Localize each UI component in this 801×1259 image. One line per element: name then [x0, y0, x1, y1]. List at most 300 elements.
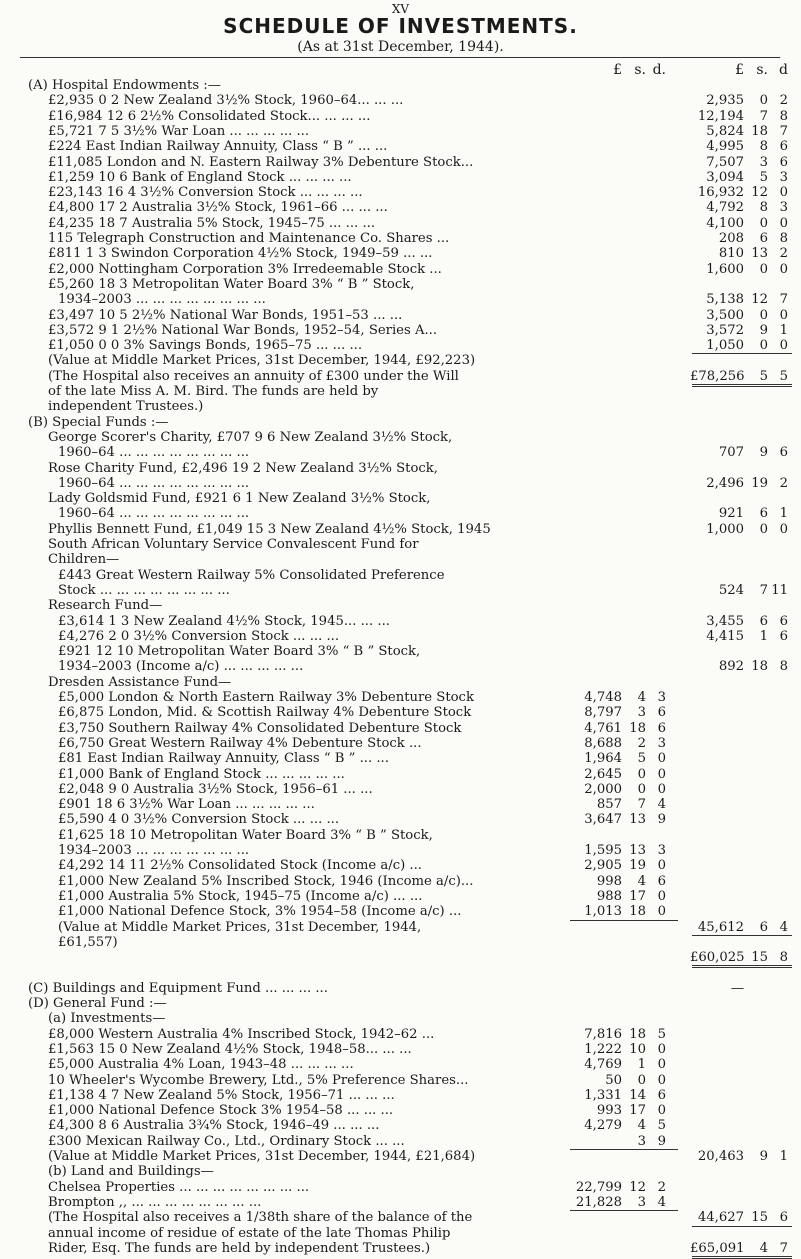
schedule-line — [0, 552, 801, 567]
amount-shillings: 0 — [759, 338, 768, 354]
schedule-line — [0, 476, 801, 491]
amount-inner — [568, 1027, 698, 1042]
schedule-line — [0, 889, 801, 904]
amount-pounds: 988 — [596, 888, 622, 904]
schedule-line — [0, 629, 801, 644]
amount-shillings: 0 — [759, 215, 768, 231]
amount-pounds: — — [730, 980, 744, 996]
amount-pence: 6 — [657, 1087, 666, 1103]
schedule-line — [0, 415, 801, 430]
amount-inner — [568, 690, 698, 705]
amount-outer — [690, 920, 795, 935]
schedule-line — [0, 644, 801, 659]
schedule-line — [0, 965, 801, 980]
amount-shillings: 13 — [629, 843, 646, 858]
col1-head-shillings: s. — [634, 62, 646, 78]
amount-shillings: 15 — [751, 950, 768, 966]
amount-inner — [568, 858, 698, 873]
line-text: £1,000 National Defence Stock, 3% 1954–58 (Income a/c) ... — [58, 904, 462, 920]
amount-pounds: 1,595 — [584, 843, 622, 858]
schedule-line — [0, 506, 801, 521]
amount-pounds: 4,415 — [706, 628, 744, 644]
line-text: £1,563 15 0 New Zealand 4½% Stock, 1948–58... ... ... — [48, 1041, 412, 1057]
amount-pence: 9 — [657, 812, 666, 828]
amount-pounds: £78,256 — [690, 368, 745, 384]
amount-pence: 0 — [657, 751, 666, 767]
amount-pounds: 4,769 — [584, 1057, 622, 1073]
schedule-line — [0, 461, 801, 476]
line-text: £5,000 Australia 4% Loan, 1943–48 ... ... ... ... — [48, 1057, 354, 1073]
schedule-line — [0, 1073, 801, 1088]
amount-pounds: 4,792 — [706, 200, 744, 216]
amount-pence: 0 — [779, 521, 788, 537]
amount-pence: 4 — [657, 1194, 666, 1210]
amount-pounds: 810 — [718, 246, 744, 262]
amount-shillings: 9 — [759, 322, 768, 338]
line-text: (The Hospital also receives a 1/38th share of the balance of the — [48, 1210, 473, 1226]
line-text: £1,259 10 6 Bank of England Stock ... ... ... ... — [48, 169, 352, 185]
line-text: Research Fund— — [48, 598, 163, 614]
amount-inner — [568, 797, 698, 812]
schedule-line — [0, 767, 801, 782]
amount-pounds: 20,463 — [697, 1149, 744, 1164]
page-subtitle: (As at 31st December, 1944). — [297, 39, 504, 55]
line-text: £901 18 6 3½% War Loan ... ... ... ... ... — [58, 797, 315, 813]
amount-outer — [690, 246, 795, 261]
amount-shillings: 6 — [759, 613, 768, 629]
amount-shillings: 1 — [759, 628, 768, 644]
line-text: £11,085 London and N. Eastern Railway 3% Debenture Stock... — [48, 154, 474, 170]
amount-pence: 3 — [779, 200, 788, 216]
amount-pounds: 1,331 — [584, 1087, 622, 1103]
page-title: SCHEDULE OF INVESTMENTS. — [223, 14, 578, 38]
amount-pounds: 2,905 — [584, 858, 622, 874]
amount-pounds: 1,050 — [706, 338, 744, 354]
schedule-line — [0, 920, 801, 935]
amount-pounds: 921 — [718, 506, 744, 522]
line-text: 1934–2003 (Income a/c) ... ... ... ... ... — [58, 659, 304, 675]
amount-pence: 7 — [779, 123, 788, 139]
line-text: 1934–2003 ... ... ... ... ... ... ... ... — [58, 292, 266, 308]
amount-pence: 6 — [779, 445, 788, 461]
schedule-line — [0, 675, 801, 690]
schedule-line — [0, 323, 801, 338]
schedule-line — [0, 155, 801, 170]
line-text: £1,000 Australia 5% Stock, 1945–75 (Income a/c) ... ... — [58, 888, 423, 904]
amount-pence: 0 — [657, 781, 666, 797]
amount-shillings: 3 — [637, 1133, 646, 1149]
amount-inner — [568, 721, 698, 736]
amount-pence: 8 — [779, 108, 788, 124]
amount-pence: 6 — [779, 139, 788, 155]
page-number: XV — [391, 2, 410, 16]
amount-pence: 0 — [779, 338, 788, 354]
amount-shillings: 12 — [751, 185, 768, 201]
amount-pence: 7 — [779, 292, 788, 308]
schedule-line — [0, 797, 801, 812]
schedule-line — [0, 614, 801, 629]
amount-shillings: 17 — [629, 1103, 646, 1119]
schedule-line — [0, 93, 801, 108]
line-text: Rider, Esq. The funds are held by independent Trustees.) — [48, 1240, 431, 1256]
line-text: (Value at Middle Market Prices, 31st December, 1944, — [58, 919, 422, 935]
line-text: £81 East Indian Railway Annuity, Class “ B ” ... ... — [58, 751, 389, 767]
amount-shillings: 0 — [759, 521, 768, 537]
schedule-line — [0, 430, 801, 445]
line-text: Chelsea Properties ... ... ... ... ... ... ... ... — [48, 1179, 310, 1195]
amount-pounds: 7,816 — [584, 1026, 622, 1042]
schedule-line — [0, 736, 801, 751]
line-text: £6,875 London, Mid. & Scottish Railway 4% Debenture Stock — [58, 705, 472, 721]
amount-pounds: 21,828 — [575, 1194, 622, 1210]
schedule-line — [0, 1195, 801, 1210]
amount-inner — [568, 1134, 698, 1149]
amount-pounds: 3,647 — [584, 812, 622, 828]
amount-pounds: 4,995 — [706, 139, 744, 155]
amount-inner — [568, 1073, 698, 1088]
amount-pounds: 8,688 — [584, 735, 622, 751]
amount-pounds: 2,935 — [706, 93, 744, 109]
amount-shillings: 15 — [751, 1210, 768, 1226]
amount-pounds: 22,799 — [575, 1179, 622, 1195]
amount-inner — [568, 812, 698, 827]
amount-outer — [690, 369, 795, 384]
amount-outer — [690, 629, 795, 644]
amount-shillings: 0 — [637, 766, 646, 782]
amount-shillings: 9 — [759, 1149, 768, 1164]
amount-outer — [690, 185, 795, 200]
amount-shillings: 3 — [759, 154, 768, 170]
amount-pence: 8 — [779, 231, 788, 246]
amount-shillings: 19 — [629, 858, 646, 874]
line-text: South African Voluntary Service Convalescent Fund for — [48, 537, 419, 552]
schedule-line — [0, 1118, 801, 1133]
line-text: £5,000 London & North Eastern Railway 3% Debenture Stock — [58, 690, 474, 705]
amount-pounds: 12,194 — [697, 108, 744, 124]
amount-shillings: 18 — [751, 123, 768, 139]
amount-pence: 2 — [657, 1179, 666, 1195]
amount-pounds: 50 — [605, 1072, 622, 1088]
line-text: £5,260 18 3 Metropolitan Water Board 3% “ B ” Stock, — [48, 276, 415, 292]
line-text: £4,300 8 6 Australia 3¾% Stock, 1946–49 ... ... ... — [48, 1118, 380, 1134]
line-text: of the late Miss A. M. Bird. The funds are held by — [48, 384, 379, 399]
schedule-line — [0, 338, 801, 353]
line-text: (C) Buildings and Equipment Fund ... ... ... ... — [28, 980, 328, 996]
col2-head-shillings: s. — [756, 62, 768, 78]
line-text: Stock ... ... ... ... ... ... ... ... — [58, 582, 230, 598]
amount-pence: 0 — [779, 185, 788, 201]
amount-shillings: 18 — [751, 659, 768, 675]
schedule-line — [0, 690, 801, 705]
amount-shillings: 7 — [637, 797, 646, 813]
schedule-line — [0, 1134, 801, 1149]
line-text: £4,800 17 2 Australia 3½% Stock, 1961–66 ... ... ... — [48, 200, 388, 216]
line-text: £5,721 7 5 3½% War Loan ... ... ... ... ... — [48, 123, 310, 139]
line-text: (Value at Middle Market Prices, 31st December, 1944, £92,223) — [48, 353, 476, 369]
amount-outer — [690, 323, 795, 338]
amount-outer — [690, 231, 795, 246]
amount-pence: 7 — [779, 1240, 788, 1256]
amount-pounds: 993 — [596, 1103, 622, 1119]
amount-pence: 0 — [657, 888, 666, 904]
line-text: Rose Charity Fund, £2,496 19 2 New Zealand 3½% Stock, — [48, 460, 438, 476]
amount-outer — [690, 981, 795, 996]
schedule-line — [0, 1226, 801, 1241]
schedule-line — [0, 445, 801, 460]
amount-pence: 0 — [657, 766, 666, 782]
line-text: £1,000 National Defence Stock 3% 1954–58 ... ... ... — [48, 1103, 394, 1119]
amount-outer — [690, 170, 795, 185]
line-text: £16,984 12 6 2½% Consolidated Stock... ... ... ... — [48, 108, 371, 124]
line-text: Children— — [48, 552, 120, 568]
amount-pounds: 892 — [718, 659, 744, 675]
line-text: Dresden Assistance Fund— — [48, 674, 232, 690]
amount-shillings: 18 — [629, 720, 646, 736]
amount-inner — [568, 1042, 698, 1057]
amount-shillings: 5 — [759, 368, 768, 384]
amount-shillings: 13 — [629, 812, 646, 828]
line-text: £8,000 Western Australia 4% Inscribed Stock, 1942–62 ... — [48, 1026, 435, 1042]
schedule-line — [0, 1103, 801, 1118]
line-text: Brompton ,, ... ... ... ... ... ... ... ... — [48, 1194, 262, 1210]
line-text: George Scorer's Charity, £707 9 6 New Zealand 3½% Stock, — [48, 429, 453, 445]
line-text: 1960–64 ... ... ... ... ... ... ... ... — [58, 445, 250, 461]
amount-pounds: £60,025 — [690, 950, 745, 966]
schedule-line — [0, 996, 801, 1011]
line-text: £1,625 18 10 Metropolitan Water Board 3% “ B ” Stock, — [58, 827, 433, 843]
amount-shillings: 0 — [759, 307, 768, 323]
line-text: £6,750 Great Western Railway 4% Debenture Stock ... — [58, 735, 422, 751]
amount-shillings: 6 — [759, 231, 768, 246]
amount-inner — [568, 751, 698, 766]
amount-pounds: 707 — [718, 445, 744, 461]
col1-head-pounds: £ — [613, 62, 622, 78]
schedule-line — [0, 262, 801, 277]
amount-shillings: 12 — [751, 292, 768, 308]
col1-head-pence: d. — [652, 62, 666, 78]
amount-outer — [690, 200, 795, 215]
amount-pounds: 2,645 — [584, 766, 622, 782]
amount-pence: 0 — [657, 1072, 666, 1088]
schedule-line — [0, 659, 801, 674]
amount-pounds: 2,496 — [706, 475, 744, 491]
amount-shillings: 17 — [629, 888, 646, 904]
amount-pence: 3 — [657, 690, 666, 705]
amount-outer — [690, 1241, 795, 1256]
schedule-line — [0, 139, 801, 154]
amount-outer — [690, 950, 795, 965]
amount-inner — [568, 904, 698, 919]
amount-pounds: 7,507 — [706, 154, 744, 170]
line-text: (b) Land and Buildings— — [48, 1164, 214, 1180]
amount-inner — [568, 1195, 698, 1210]
line-text: £1,050 0 0 3% Savings Bonds, 1965–75 ... ... ... — [48, 338, 363, 354]
amount-outer — [690, 338, 795, 353]
line-text: Lady Goldsmid Fund, £921 6 1 New Zealand 3½% Stock, — [48, 491, 431, 507]
amount-pence: 6 — [657, 705, 666, 721]
schedule-line — [0, 200, 801, 215]
amount-pence: 1 — [779, 506, 788, 522]
col2-header — [690, 62, 788, 78]
amount-pence: 6 — [657, 720, 666, 736]
amount-outer — [690, 522, 795, 537]
amount-inner — [568, 767, 698, 782]
schedule-line — [0, 277, 801, 292]
amount-inner — [568, 1180, 698, 1195]
amount-shillings: 3 — [637, 705, 646, 721]
schedule-line — [0, 705, 801, 720]
amount-inner — [568, 705, 698, 720]
amount-pence: 11 — [771, 582, 788, 598]
schedule-line — [0, 981, 801, 996]
schedule-line — [0, 1011, 801, 1026]
line-text: £224 East Indian Railway Annuity, Class “ B ” ... ... — [48, 139, 388, 155]
amount-shillings: 6 — [759, 919, 768, 935]
line-text: £1,000 Bank of England Stock ... ... ... ... ... — [58, 766, 345, 782]
amount-outer — [690, 124, 795, 139]
schedule-line — [0, 1088, 801, 1103]
amount-shillings: 4 — [759, 1240, 768, 1256]
amount-pounds: 1,222 — [584, 1041, 622, 1057]
amount-pence: 6 — [779, 154, 788, 170]
amount-shillings: 0 — [759, 261, 768, 277]
amount-pounds: 1,600 — [706, 261, 744, 277]
amount-pence: 0 — [779, 307, 788, 323]
amount-inner — [568, 1088, 698, 1103]
amount-pence: 0 — [657, 1057, 666, 1073]
amount-inner — [568, 1118, 698, 1133]
amount-outer — [690, 155, 795, 170]
amount-shillings: 0 — [637, 781, 646, 797]
schedule-line — [0, 1042, 801, 1057]
schedule-line — [0, 399, 801, 414]
line-text: 1934–2003 ... ... ... ... ... ... ... — [58, 843, 250, 858]
line-text: 115 Telegraph Construction and Maintenance Co. Shares ... — [48, 231, 450, 246]
line-text: 10 Wheeler's Wycombe Brewery, Ltd., 5% Preference Shares... — [48, 1072, 469, 1088]
schedule-line — [0, 308, 801, 323]
amount-shillings: 3 — [637, 1194, 646, 1210]
amount-pence: 1 — [779, 322, 788, 338]
line-text: £23,143 16 4 3½% Conversion Stock ... ... ... ... — [48, 185, 363, 201]
schedule-line — [0, 231, 801, 246]
col1-header — [568, 62, 666, 78]
amount-pounds: 44,627 — [697, 1210, 744, 1226]
line-text: 1960–64 ... ... ... ... ... ... ... ... — [58, 506, 250, 522]
schedule-line — [0, 858, 801, 873]
line-text: £61,557) — [58, 934, 118, 950]
amount-shillings: 0 — [637, 1072, 646, 1088]
amount-shillings: 18 — [629, 1026, 646, 1042]
amount-pence: 4 — [657, 797, 666, 813]
amount-shillings: 13 — [751, 246, 768, 262]
line-text: £443 Great Western Railway 5% Consolidated Preference — [58, 567, 445, 583]
schedule-line — [0, 1210, 801, 1225]
amount-outer — [690, 1149, 795, 1164]
schedule-line — [0, 904, 801, 919]
amount-pounds: 1,013 — [584, 904, 622, 920]
amount-shillings: 4 — [637, 1118, 646, 1134]
amount-shillings: 7 — [759, 108, 768, 124]
amount-shillings: 0 — [759, 93, 768, 109]
amount-pence: 6 — [779, 613, 788, 629]
amount-pounds: 4,279 — [584, 1118, 622, 1134]
amount-outer — [690, 583, 795, 598]
schedule-line — [0, 491, 801, 506]
amount-shillings: 5 — [759, 169, 768, 185]
amount-pounds: 4,100 — [706, 215, 744, 231]
line-text: Phyllis Bennett Fund, £1,049 15 3 New Zealand 4½% Stock, 1945 — [48, 521, 491, 537]
amount-outer — [690, 109, 795, 124]
amount-outer — [690, 139, 795, 154]
amount-pounds: 45,612 — [697, 919, 744, 935]
schedule-line — [0, 124, 801, 139]
line-text: £4,235 18 7 Australia 5% Stock, 1945–75 ... ... ... — [48, 215, 376, 231]
amount-pence: 1 — [779, 1149, 788, 1164]
line-text: £2,000 Nottingham Corporation 3% Irredeemable Stock ... — [48, 261, 442, 277]
header-rule — [20, 57, 780, 58]
line-text: £3,572 9 1 2½% National War Bonds, 1952–54, Series A... — [48, 322, 438, 338]
line-text: (A) Hospital Endowments :— — [28, 78, 221, 93]
amount-pounds: 4,748 — [584, 690, 622, 705]
amount-shillings: 1 — [637, 1057, 646, 1073]
schedule-line — [0, 1241, 801, 1256]
schedule-line — [0, 1164, 801, 1179]
schedule-line — [0, 1149, 801, 1164]
amount-pence: 0 — [779, 261, 788, 277]
amount-pounds: 3,094 — [706, 169, 744, 185]
amount-shillings: 10 — [629, 1041, 646, 1057]
amount-shillings: 8 — [759, 200, 768, 216]
amount-pence: 8 — [779, 950, 788, 966]
amount-pence: 0 — [657, 1103, 666, 1119]
amount-inner — [568, 1057, 698, 1072]
schedule-line — [0, 828, 801, 843]
amount-pence: 0 — [657, 858, 666, 874]
line-text: £1,000 New Zealand 5% Inscribed Stock, 1946 (Income a/c)... — [58, 873, 474, 889]
line-text: (B) Special Funds :— — [28, 414, 169, 430]
schedule-line — [0, 246, 801, 261]
amount-pounds: 5,824 — [706, 123, 744, 139]
schedule-line — [0, 78, 801, 93]
schedule-line — [0, 812, 801, 827]
amount-shillings: 4 — [637, 690, 646, 705]
line-text: £2,048 9 0 Australia 3½% Stock, 1956–61 ... ... — [58, 781, 373, 797]
amount-outer — [690, 659, 795, 674]
schedule-line — [0, 292, 801, 307]
schedule-line — [0, 170, 801, 185]
schedule-line — [0, 1027, 801, 1042]
amount-inner — [568, 843, 698, 858]
schedule-line — [0, 598, 801, 613]
amount-inner — [568, 1103, 698, 1118]
line-text: (The Hospital also receives an annuity of £300 under the Will — [48, 368, 459, 384]
amount-shillings: 8 — [759, 139, 768, 155]
line-text: (D) General Fund :— — [28, 996, 167, 1011]
line-text: £3,614 1 3 New Zealand 4½% Stock, 1945... ... ... — [58, 613, 390, 629]
amount-pence: 0 — [657, 1041, 666, 1057]
line-text: £5,590 4 0 3½% Conversion Stock ... ... ... — [58, 812, 340, 828]
amount-pence: 5 — [779, 368, 788, 384]
amount-inner — [568, 782, 698, 797]
amount-pounds: 524 — [718, 582, 744, 598]
schedule-line — [0, 583, 801, 598]
amount-pence: 6 — [657, 873, 666, 889]
col2-head-pence: d — [779, 62, 788, 78]
line-text: independent Trustees.) — [48, 399, 204, 415]
amount-shillings: 2 — [637, 735, 646, 751]
amount-pounds: 2,000 — [584, 781, 622, 797]
amount-pounds: 5,138 — [706, 292, 744, 308]
